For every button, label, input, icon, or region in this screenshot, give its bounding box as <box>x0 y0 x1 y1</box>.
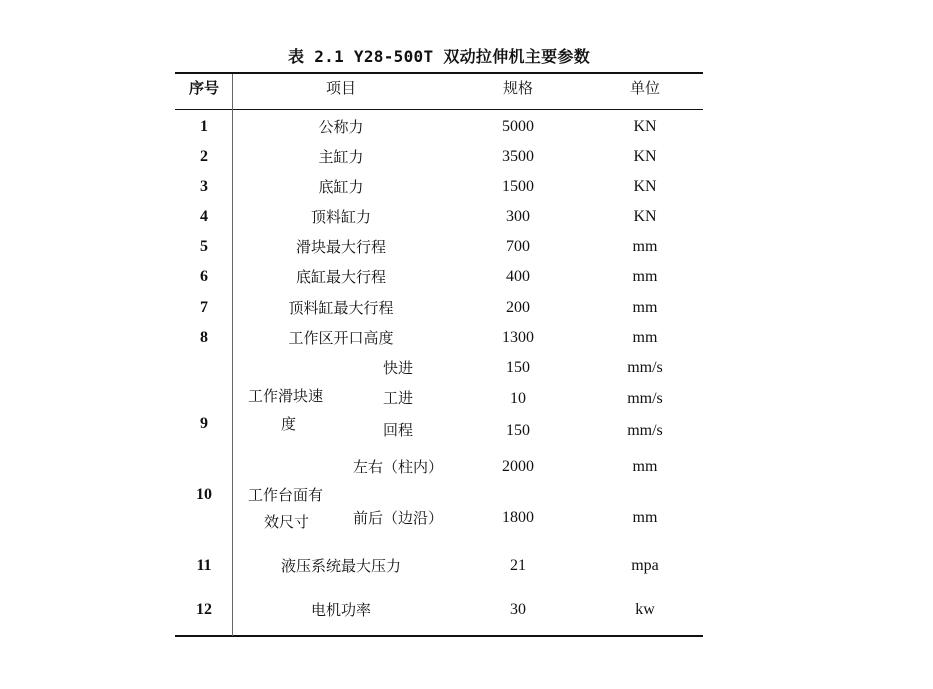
row-item: 液压系统最大压力 <box>280 557 402 575</box>
row-unit: KN <box>633 178 657 195</box>
row-item: 滑块最大行程 <box>295 238 387 256</box>
row-spec: 1500 <box>502 178 534 195</box>
sub-item-unit: mm <box>632 509 658 526</box>
header-no: 序号 <box>188 79 220 97</box>
row-spec: 400 <box>506 268 530 285</box>
row-unit: kw <box>635 601 655 618</box>
sub-item-label: 快进 <box>382 359 414 377</box>
row-item: 工作区开口高度 <box>288 329 394 347</box>
row-no: 1 <box>200 118 208 135</box>
row-no: 9 <box>200 415 208 432</box>
row-item: 顶料缸最大行程 <box>288 299 394 317</box>
row-item: 电机功率 <box>310 601 372 619</box>
column-divider <box>232 74 233 636</box>
header-rule <box>175 109 703 110</box>
row-unit: KN <box>633 118 657 135</box>
sub-item-spec: 150 <box>506 422 530 439</box>
row-item: 顶料缸力 <box>310 208 372 226</box>
row-no: 11 <box>196 557 212 574</box>
sub-item-unit: mm/s <box>627 390 663 407</box>
row-item: 公称力 <box>318 118 364 136</box>
row-spec: 21 <box>510 557 526 574</box>
sub-item-unit: mm <box>632 458 658 475</box>
row-unit: mm <box>632 329 658 346</box>
sub-item-label: 前后（边沿） <box>352 509 444 527</box>
header-item: 项目 <box>325 79 357 97</box>
sub-item-unit: mm/s <box>627 422 663 439</box>
sub-item-spec: 2000 <box>502 458 534 475</box>
row-spec: 200 <box>506 299 530 316</box>
row-no: 2 <box>200 148 208 165</box>
header-unit: 单位 <box>629 79 661 97</box>
row-item-line1: 工作滑块速 <box>248 387 324 405</box>
row-unit: mm <box>632 299 658 316</box>
row-no: 10 <box>196 486 212 503</box>
bottom-rule <box>175 635 703 637</box>
row-unit: mpa <box>631 557 659 574</box>
row-item: 底缸最大行程 <box>295 268 387 286</box>
sub-item-spec: 10 <box>510 390 526 407</box>
sub-item-label: 回程 <box>382 421 414 439</box>
row-no: 3 <box>200 178 208 195</box>
row-no: 12 <box>196 601 212 618</box>
header-spec: 规格 <box>502 79 534 97</box>
row-unit: KN <box>633 148 657 165</box>
sub-item-label: 左右（柱内） <box>352 458 444 476</box>
row-item-line2: 效尺寸 <box>264 513 310 531</box>
row-item-line2: 度 <box>281 415 297 433</box>
row-item: 底缸力 <box>318 178 364 196</box>
row-spec: 700 <box>506 238 530 255</box>
row-unit: mm <box>632 238 658 255</box>
row-no: 6 <box>200 268 208 285</box>
row-no: 5 <box>200 238 208 255</box>
row-no: 4 <box>200 208 208 225</box>
sub-item-unit: mm/s <box>627 359 663 376</box>
sub-item-spec: 150 <box>506 359 530 376</box>
sub-item-spec: 1800 <box>502 509 534 526</box>
top-rule <box>175 72 703 74</box>
row-item: 主缸力 <box>318 148 364 166</box>
row-item-line1: 工作台面有 <box>248 486 324 504</box>
row-spec: 3500 <box>502 148 534 165</box>
row-spec: 5000 <box>502 118 534 135</box>
row-spec: 1300 <box>502 329 534 346</box>
row-spec: 30 <box>510 601 526 618</box>
sub-item-label: 工进 <box>382 389 414 407</box>
table-caption: 表 2.1 Y28-500T 双动拉伸机主要参数 <box>287 47 591 66</box>
row-unit: KN <box>633 208 657 225</box>
row-spec: 300 <box>506 208 530 225</box>
row-no: 8 <box>200 329 208 346</box>
row-unit: mm <box>632 268 658 285</box>
row-no: 7 <box>200 299 208 316</box>
